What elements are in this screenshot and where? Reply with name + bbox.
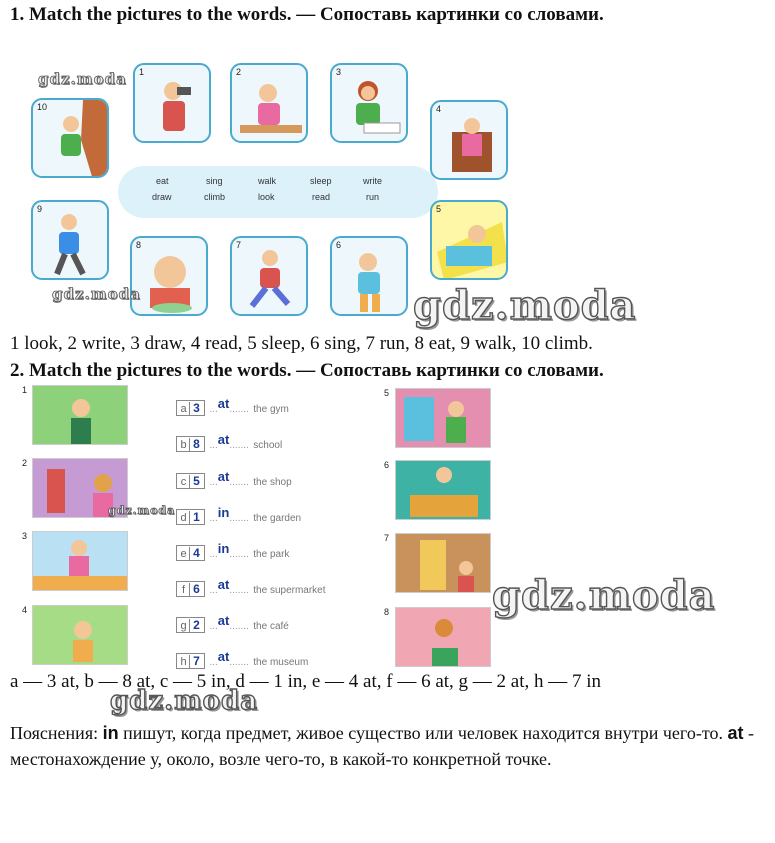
gym-scene-icon bbox=[33, 532, 128, 591]
match-row bbox=[176, 505, 302, 526]
picture-school bbox=[395, 607, 491, 667]
picture-number: 6 bbox=[384, 460, 390, 470]
girl-reading-icon bbox=[432, 102, 508, 180]
dots: ... bbox=[209, 404, 218, 415]
dots: ... bbox=[209, 513, 218, 524]
watermark: gdz.moda bbox=[52, 285, 141, 303]
keyword-in: in bbox=[102, 723, 119, 743]
girl-drawing-icon bbox=[332, 65, 408, 143]
row-place: the supermarket bbox=[253, 585, 326, 596]
dots: ... bbox=[209, 657, 218, 668]
dots: ....... bbox=[229, 477, 249, 488]
word: walk bbox=[258, 176, 277, 186]
dots: ....... bbox=[229, 657, 249, 668]
match-row bbox=[176, 469, 292, 490]
row-place: the park bbox=[253, 549, 290, 560]
picture-card bbox=[430, 200, 508, 280]
match-row bbox=[176, 432, 283, 453]
row-answer-number: 7 bbox=[193, 653, 200, 668]
explanation-text-in: пишут, когда предмет, живое существо или человек находится внутри чего-то. bbox=[118, 723, 728, 743]
exercise-2-heading: 2. Match the pictures to the words. — Сопоставь картинки со словами. bbox=[10, 360, 604, 381]
match-row bbox=[176, 577, 326, 598]
picture-card bbox=[31, 200, 109, 280]
row-place: the museum bbox=[253, 657, 309, 668]
row-preposition: in bbox=[217, 505, 230, 520]
row-letter: c bbox=[178, 475, 190, 489]
dots: ....... bbox=[229, 585, 249, 596]
picture-card bbox=[230, 63, 308, 143]
picture-shop bbox=[395, 388, 491, 448]
dots: ....... bbox=[229, 440, 249, 451]
dots: ... bbox=[209, 621, 218, 632]
picture-number: 5 bbox=[384, 388, 390, 398]
shop-scene-icon bbox=[396, 389, 491, 448]
picture-card bbox=[130, 236, 208, 316]
dots: ... bbox=[209, 585, 218, 596]
dots: ....... bbox=[229, 549, 249, 560]
picture-card bbox=[31, 98, 109, 178]
dots: ... bbox=[209, 477, 218, 488]
card-number: 4 bbox=[436, 104, 442, 114]
picture-number: 1 bbox=[22, 385, 28, 395]
row-preposition: at bbox=[217, 577, 230, 592]
picture-card bbox=[330, 63, 408, 143]
picture-card bbox=[230, 236, 308, 316]
dots: ....... bbox=[229, 404, 249, 415]
word: look bbox=[258, 192, 275, 202]
card-number: 2 bbox=[236, 67, 242, 77]
row-preposition: at bbox=[217, 469, 230, 484]
explanation-paragraph bbox=[10, 720, 770, 772]
card-number: 10 bbox=[37, 102, 48, 112]
picture-number: 8 bbox=[384, 607, 390, 617]
row-place: the garden bbox=[253, 513, 302, 524]
row-letter: e bbox=[178, 547, 190, 561]
explanation-label: Пояснения: bbox=[10, 723, 103, 743]
dots: ... bbox=[209, 440, 218, 451]
picture-gym bbox=[32, 531, 128, 591]
row-letter: d bbox=[178, 511, 190, 525]
word: run bbox=[366, 192, 380, 202]
boy-walking-icon bbox=[33, 202, 109, 280]
row-answer-number: 2 bbox=[193, 617, 200, 632]
word-cloud bbox=[118, 166, 438, 218]
boy-singing-icon bbox=[332, 238, 408, 316]
row-place: school bbox=[253, 440, 283, 451]
row-letter: a bbox=[178, 402, 190, 416]
word: sing bbox=[206, 176, 223, 186]
picture-card bbox=[330, 236, 408, 316]
match-row bbox=[176, 541, 290, 562]
card-number: 3 bbox=[336, 67, 342, 77]
dots: ... bbox=[209, 549, 218, 560]
dots: ....... bbox=[229, 513, 249, 524]
row-letter: f bbox=[178, 583, 190, 597]
picture-supermarket bbox=[395, 460, 491, 520]
word: sleep bbox=[310, 176, 332, 186]
exercise-2-answer: a — 3 at, b — 8 at, c — 5 in, d — 1 in, e — 4 at, f — 6 at, g — 2 at, h — 7 in bbox=[10, 671, 602, 692]
person-looking-icon bbox=[135, 65, 211, 143]
word: read bbox=[312, 192, 331, 202]
explanation-text-at: - местонахождение у, около, возле чего-то, в какой-то конкретной точке. bbox=[10, 723, 754, 769]
exercise-1-illustration bbox=[28, 56, 528, 318]
watermark: gdz.moda bbox=[38, 70, 127, 88]
row-answer-number: 4 bbox=[193, 545, 200, 560]
row-answer-number: 8 bbox=[193, 436, 200, 451]
row-preposition: in bbox=[217, 541, 230, 556]
girl-running-icon bbox=[232, 238, 308, 316]
word: write bbox=[363, 176, 383, 186]
park-scene-icon bbox=[33, 606, 128, 665]
card-number: 9 bbox=[37, 204, 43, 214]
exercise-1-answer: 1 look, 2 write, 3 draw, 4 read, 5 sleep, 6 sing, 7 run, 8 eat, 9 walk, 10 climb. bbox=[10, 333, 593, 354]
card-number: 7 bbox=[236, 240, 242, 250]
boy-sleeping-icon bbox=[432, 202, 508, 280]
person-writing-icon bbox=[232, 65, 308, 143]
row-answer-number: 1 bbox=[193, 509, 200, 524]
word: draw bbox=[152, 192, 172, 202]
picture-card bbox=[430, 100, 508, 180]
row-answer-number: 3 bbox=[193, 400, 200, 415]
row-letter: b bbox=[178, 438, 190, 452]
child-eating-icon bbox=[132, 238, 208, 316]
row-preposition: at bbox=[217, 649, 230, 664]
picture-park bbox=[32, 605, 128, 665]
card-number: 1 bbox=[139, 67, 145, 77]
row-preposition: at bbox=[217, 396, 230, 411]
watermark: gdz.moda bbox=[492, 572, 716, 619]
picture-number: 7 bbox=[384, 533, 390, 543]
school-scene-icon bbox=[396, 608, 491, 667]
row-answer-number: 6 bbox=[193, 581, 200, 596]
row-letter: h bbox=[178, 655, 190, 669]
museum-scene-icon bbox=[396, 534, 491, 593]
row-answer-number: 5 bbox=[193, 473, 200, 488]
row-preposition: at bbox=[217, 432, 230, 447]
row-preposition: at bbox=[217, 613, 230, 628]
row-letter: g bbox=[178, 619, 190, 633]
word: climb bbox=[204, 192, 226, 202]
match-row bbox=[176, 613, 289, 634]
watermark: gdz.moda bbox=[413, 282, 637, 329]
supermarket-scene-icon bbox=[396, 461, 491, 520]
card-number: 6 bbox=[336, 240, 342, 250]
garden-scene-icon bbox=[33, 386, 128, 445]
exercise-1-heading: 1. Match the pictures to the words. — Сопоставь картинки со словами. bbox=[10, 4, 604, 25]
picture-number: 2 bbox=[22, 458, 28, 468]
picture-garden bbox=[32, 385, 128, 445]
watermark: gdz.moda bbox=[110, 686, 259, 716]
match-row bbox=[176, 649, 309, 670]
watermark: gdz.moda bbox=[108, 504, 176, 517]
card-number: 8 bbox=[136, 240, 142, 250]
picture-card bbox=[133, 63, 211, 143]
match-row bbox=[176, 396, 289, 417]
picture-museum bbox=[395, 533, 491, 593]
row-place: the gym bbox=[253, 404, 289, 415]
row-place: the shop bbox=[253, 477, 292, 488]
word: eat bbox=[156, 176, 169, 186]
picture-number: 3 bbox=[22, 531, 28, 541]
dots: ....... bbox=[229, 621, 249, 632]
card-number: 5 bbox=[436, 204, 442, 214]
keyword-at: at bbox=[727, 723, 744, 743]
row-place: the café bbox=[253, 621, 289, 632]
picture-number: 4 bbox=[22, 605, 28, 615]
